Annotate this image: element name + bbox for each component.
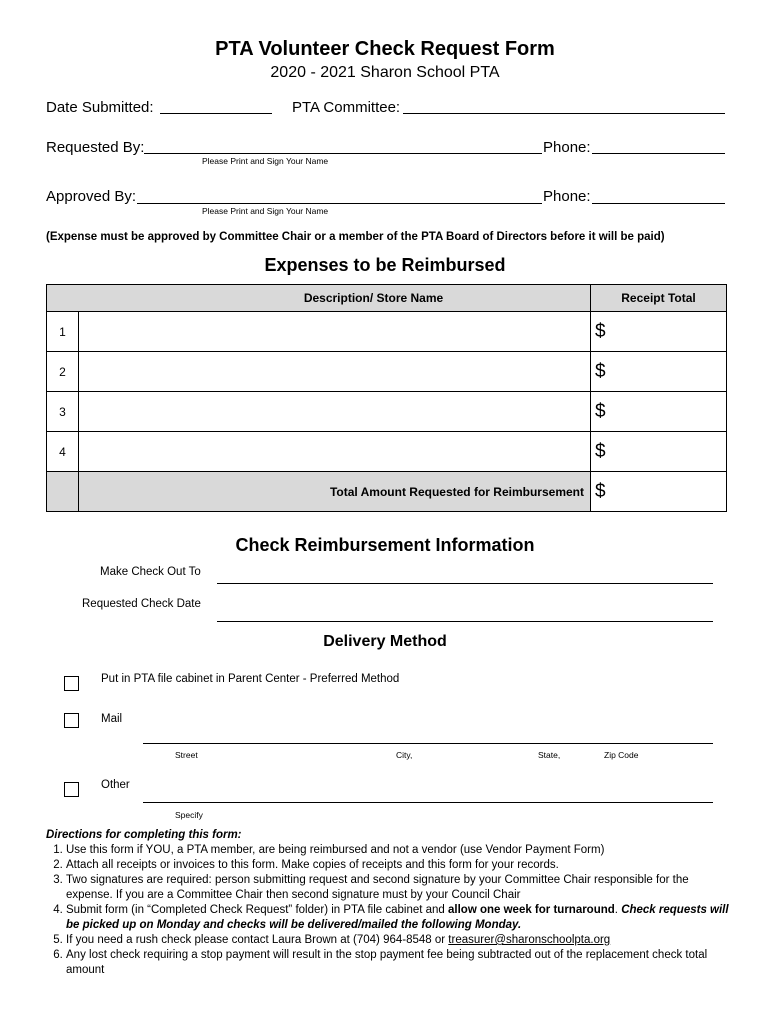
description-cell[interactable] [79,392,591,432]
cabinet-checkbox[interactable] [64,676,79,691]
description-cell[interactable] [79,312,591,352]
treasurer-email-link[interactable]: treasurer@sharonschoolpta.org [448,934,611,946]
requested-date-field[interactable] [217,621,713,622]
cabinet-option-label: Put in PTA file cabinet in Parent Center - Preferred Method [101,673,400,685]
other-checkbox[interactable] [64,782,79,797]
directions-list [46,843,736,978]
requested-by-field[interactable] [144,153,542,154]
form-subtitle: 2020 - 2021 Sharon School PTA [270,64,500,81]
check-info-heading: Check Reimbursement Information [235,535,535,555]
directions [46,828,736,978]
pickup-note: Check requests will be picked up on Monday and checks will be delivered/mailed the following Monday. [66,904,729,931]
table-row [47,432,727,472]
make-check-out-field[interactable] [217,583,713,584]
expenses-header-row [47,285,727,312]
row-number: 4 [47,432,79,472]
direction-text: . [614,904,622,916]
table-row [47,352,727,392]
total-label: Total Amount Requested for Reimbursement [79,472,591,512]
description-cell[interactable] [79,432,591,472]
expenses-heading: Expenses to be Reimbursed [264,255,506,275]
city-hint: City, [396,750,413,760]
receipt-cell[interactable]: $ [591,392,727,432]
total-row [47,472,727,512]
requested-phone-label: Phone: [543,139,591,156]
street-hint: Street [175,750,198,760]
row-number: 1 [47,312,79,352]
direction-item: 3. Two signatures are required: person submitting request and second signature by your Committee Chair responsible for the expense. If you are a Committee Chair then second signature must by your Council Chair [66,873,736,903]
receipt-cell[interactable]: $ [591,432,727,472]
requested-by-label: Requested By: [46,139,145,156]
mail-checkbox[interactable] [64,713,79,728]
table-row [47,312,727,352]
row-number: 2 [47,352,79,392]
pta-committee-field[interactable] [403,113,725,114]
pta-committee-label: PTA Committee: [292,99,401,116]
form-title: PTA Volunteer Check Request Form [215,38,555,60]
mail-option-label: Mail [101,713,123,725]
direction-item [66,933,736,948]
requested-date-label: Requested Check Date [82,598,201,610]
direction-item [66,903,736,933]
description-cell[interactable] [79,352,591,392]
specify-hint: Specify [175,810,203,820]
row-number: 3 [47,392,79,432]
total-amount-cell[interactable]: $ [591,472,727,512]
description-column-header: Description/ Store Name [47,285,591,312]
total-spacer [47,472,79,512]
direction-item: 6. Any lost check requiring a stop payment will result in the stop payment fee being subtracted out of the replacement check total amount [66,948,736,978]
zip-hint: Zip Code [604,750,639,760]
state-hint: State, [538,750,561,760]
direction-text: If you need a rush check please contact Laura Brown at (704) 964-8548 or [66,934,449,946]
approved-phone-field[interactable] [592,203,725,204]
requested-phone-field[interactable] [592,153,725,154]
approval-note: (Expense must be approved by Committee Chair or a member of the PTA Board of Directors before it will be paid) [46,231,665,243]
approved-sign-hint: Please Print and Sign Your Name [202,206,329,216]
direction-item: 1. Use this form if YOU, a PTA member, are being reimbursed and not a vendor (use Vendor Payment Form) [66,843,736,858]
other-option-label: Other [101,779,130,791]
turnaround-note: allow one week for turnaround [448,904,615,916]
other-specify-field[interactable] [143,802,713,803]
table-row [47,392,727,432]
make-check-out-label: Make Check Out To [100,566,201,578]
mail-address-field[interactable] [143,743,713,744]
delivery-heading: Delivery Method [323,633,447,650]
receipt-cell[interactable]: $ [591,352,727,392]
approved-by-field[interactable] [137,203,542,204]
receipt-cell[interactable]: $ [591,312,727,352]
approved-phone-label: Phone: [543,188,591,205]
date-submitted-field[interactable] [160,113,272,114]
directions-heading: Directions for completing this form: [46,829,242,841]
expenses-table [46,284,727,512]
approved-by-label: Approved By: [46,188,137,205]
direction-item: 2. Attach all receipts or invoices to this form. Make copies of receipts and this form for your records. [66,858,736,873]
requested-sign-hint: Please Print and Sign Your Name [202,156,329,166]
direction-text: Submit form (in “Completed Check Request” folder) in PTA file cabinet and [66,904,449,916]
date-submitted-label: Date Submitted: [46,99,154,116]
receipt-column-header: Receipt Total [591,285,727,312]
